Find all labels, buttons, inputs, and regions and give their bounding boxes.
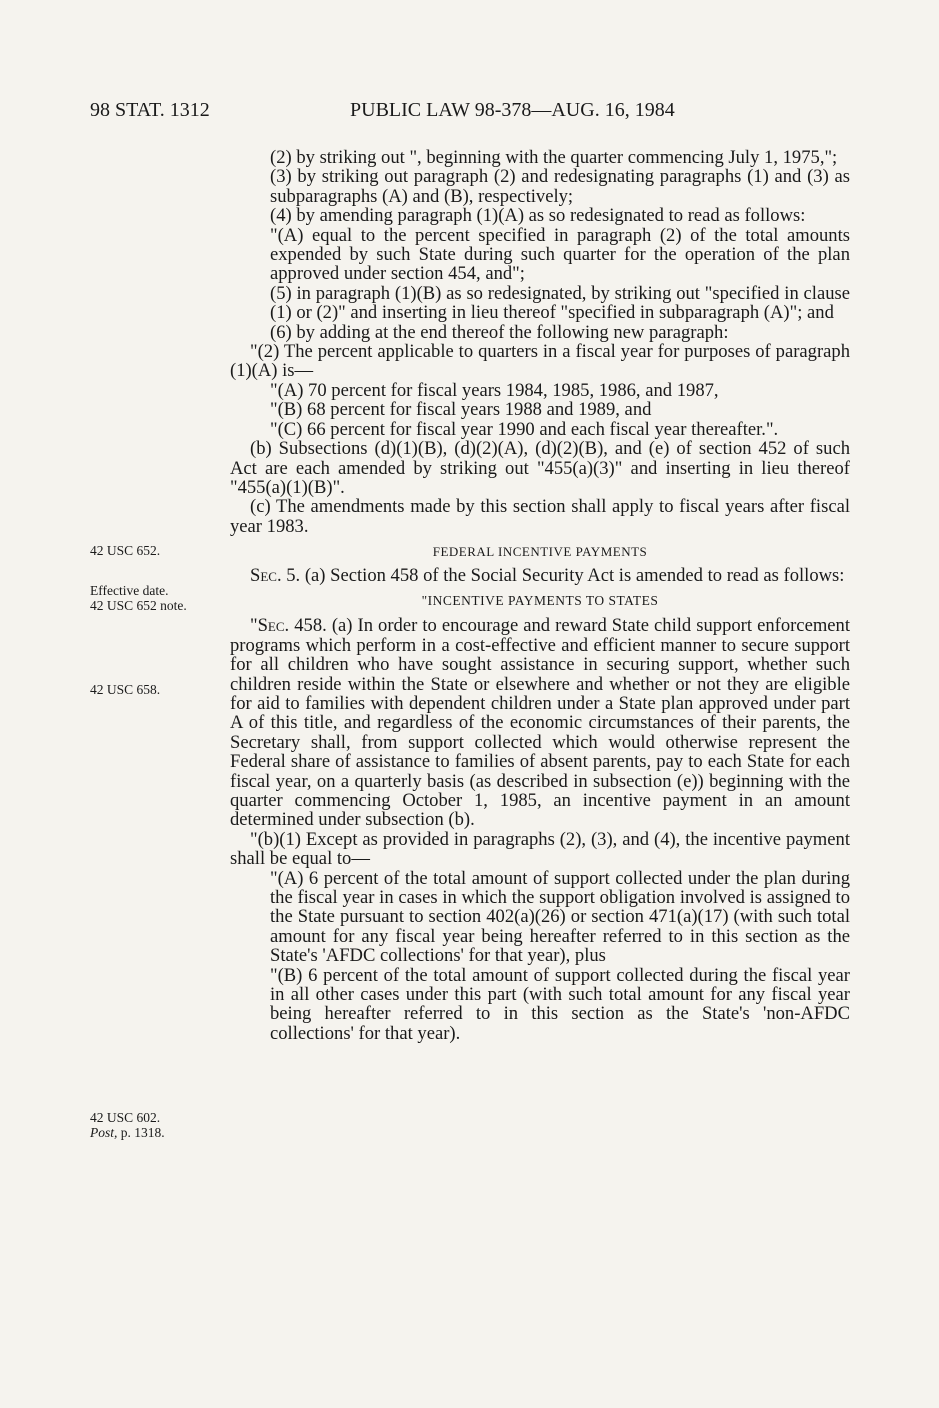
paragraph-b: (b) Subsections (d)(1)(B), (d)(2)(A), (d)(2)(B), and (e) of section 452 of such Act are each amended by striking out "455(a)(3)" and inserting in lieu thereof "455(a)(1)(B)". xyxy=(230,438,850,498)
paragraph-4a: "(A) equal to the percent specified in paragraph (2) of the total amounts expended by such State during such quarter for the operation of the plan approved under section 454, and"; xyxy=(270,224,850,285)
paragraph-5: (5) in paragraph (1)(B) as so redesignated, by striking out "specified in clause (1) or (2)" and inserting in lieu thereof "specified in subparagraph (A)"; and xyxy=(270,282,850,324)
paragraph-b1: "(b)(1) Except as provided in paragraphs (2), (3), and (4), the incentive payment shall be equal to— xyxy=(230,828,850,870)
section-text: 5. (a) Section 458 of the Social Security Act is amended to read as follows: xyxy=(281,564,845,586)
margin-note-usc652 xyxy=(90,543,230,558)
section-5 xyxy=(230,566,850,585)
heading-federal-incentive-payments: FEDERAL INCENTIVE PAYMENTS xyxy=(432,544,648,560)
stat-page-number: 98 STAT. 1312 xyxy=(90,99,210,121)
margin-note-usc602 xyxy=(90,1110,230,1140)
paragraph-A: "(A) 70 percent for fiscal years 1984, 1985, 1986, and 1987, xyxy=(270,379,719,401)
margin-note-effective-date xyxy=(90,583,230,613)
document-body xyxy=(230,148,850,1043)
margin-note-text: 42 USC 652. xyxy=(90,543,161,558)
public-law-title: PUBLIC LAW 98-378—AUG. 16, 1984 xyxy=(350,99,675,121)
margin-note-text: 42 USC 658. xyxy=(90,682,161,697)
post-label: Post, xyxy=(90,1125,118,1140)
paragraph-C: "(C) 66 percent for fiscal year 1990 and each fiscal year thereafter.". xyxy=(270,418,779,440)
margin-note-post xyxy=(90,1125,230,1140)
section-label: Sec. xyxy=(250,564,282,586)
page-header xyxy=(90,98,850,128)
paragraph-4: (4) by amending paragraph (1)(A) as so redesignated to read as follows: xyxy=(270,205,806,227)
post-page: p. 1318. xyxy=(117,1125,165,1140)
margin-note-text: 42 USC 652 note. xyxy=(90,598,187,613)
heading-incentive-payments-to-states: "INCENTIVE PAYMENTS TO STATES xyxy=(421,592,659,608)
paragraph-c: (c) The amendments made by this section shall apply to fiscal years after fiscal year 1983. xyxy=(230,496,850,537)
paragraph-6-quote: "(2) The percent applicable to quarters in a fiscal year for purposes of paragraph (1)(A) is— xyxy=(230,341,850,382)
paragraph-b1A: "(A) 6 percent of the total amount of support collected under the plan during the fiscal year in cases in which the support obligation involved is assigned to the State pursuant to section 402(a)(26) or section 471(a)(17) (with such total amount for any fiscal year being hereafter referred to in this section as the State's 'AFDC collections' for that year), plus xyxy=(270,867,850,967)
paragraph-2: (2) by striking out ", beginning with the quarter commencing July 1, 1975,"; xyxy=(270,147,838,168)
margin-note-text: Effective date. xyxy=(90,583,169,598)
margin-note-usc658 xyxy=(90,682,230,697)
paragraph-3: (3) by striking out paragraph (2) and redesignating paragraphs (1) and (3) as subparagraphs (A) and (B), respectively; xyxy=(270,166,850,207)
section-label: "Sec. xyxy=(250,615,290,637)
section-458 xyxy=(230,616,850,829)
paragraph-6: (6) by adding at the end thereof the following new paragraph: xyxy=(270,321,729,343)
section-text: 458. (a) In order to encourage and reward State child support enforcement programs which perform in a cost-effective and efficient manner to secure support for all children who have sought assistance in securing support, whether such children reside within the State or elsewhere and whether or not they are eligible for aid to families with dependent children under a State plan approved under part A of this title, and regardless of the economic circumstances of their parents, the Secretary shall, from support collected which would otherwise represent the Federal share of assistance to families of absent parents, pay to each State for each fiscal year, on a quarterly basis (as described in subsection (e)) beginning with the quarter commencing October 1, 1985, an incentive payment in an amount determined under subsection (b). xyxy=(230,615,850,831)
paragraph-b1B: "(B) 6 percent of the total amount of support collected during the fiscal year in all other cases under this part (with such total amount for any fiscal year being hereafter referred to in this section as the State's 'non-AFDC collections' for that year). xyxy=(270,964,850,1044)
margin-note-text: 42 USC 602. xyxy=(90,1110,161,1125)
paragraph-B: "(B) 68 percent for fiscal years 1988 and 1989, and xyxy=(270,399,652,421)
